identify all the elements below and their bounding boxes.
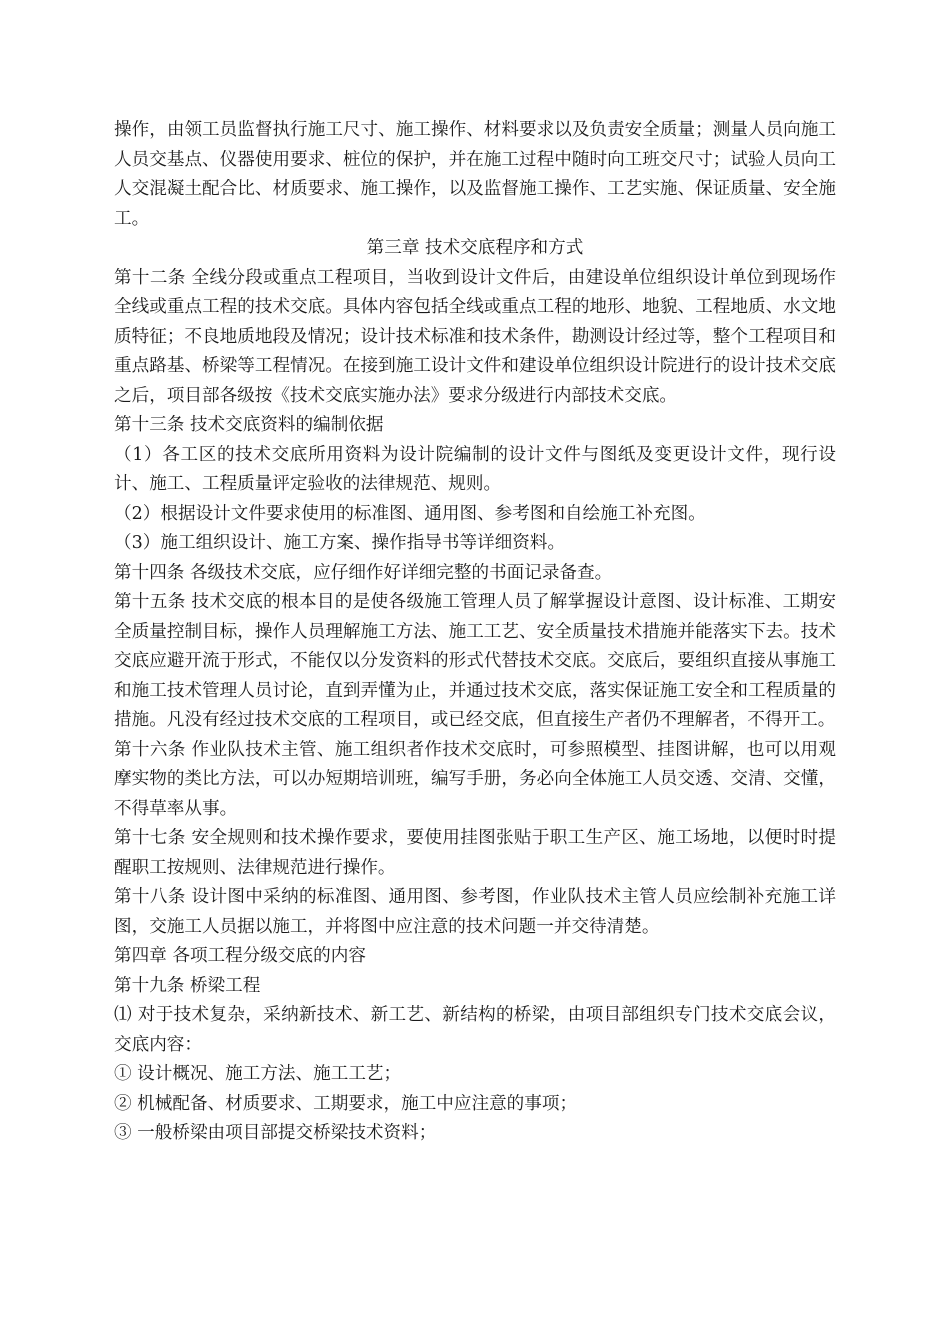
article-19-subitem-2: ② 机械配备、材质要求、工期要求，施工中应注意的事项；	[114, 1093, 578, 1114]
article-19-subitem-3: ③ 一般桥梁由项目部提交桥梁技术资料；	[114, 1123, 437, 1143]
article-13-heading: 第十三条 技术交底资料的编制依据	[114, 415, 384, 435]
article-17: 第十七条 安全规则和技术操作要求，要使用挂图张贴于职工生产区、施工场地，以便时时提醒职工按规则、法律规范进行操作。	[114, 828, 836, 878]
article-13-item-3: （3）施工组织设计、施工方案、操作指导书等详细资料。	[114, 533, 566, 553]
article-19-item-1: ⑴ 对于技术复杂，采纳新技术、新工艺、新结构的桥梁，由项目部组织专门技术交底会议，交底内容：	[114, 1005, 836, 1055]
article-18: 第十八条 设计图中采纳的标准图、通用图、参考图，作业队技术主管人员应绘制补充施工详图，交施工人员据以施工，并将图中应注意的技术问题一并交待清楚。	[114, 887, 836, 937]
article-19-subitem-1: ① 设计概况、施工方法、施工工艺；	[114, 1064, 402, 1084]
chapter-3-heading: 第三章 技术交底程序和方式	[366, 238, 584, 258]
paragraph-continued-duties: 操作，由领工员监督执行施工尺寸、施工操作、材料要求以及负责安全质量；测量人员向施工人员交基点、仪器使用要求、桩位的保护，并在施工过程中随时向工班交尺寸；试验人员向工人交混凝土配合比、材质要求、施工操作，以及监督施工操作、工艺实施、保证质量、安全施工。	[114, 120, 836, 229]
article-13-item-1: （1）各工区的技术交底所用资料为设计院编制的设计文件与图纸及变更设计文件，现行设计、施工、工程质量评定验收的法律规范、规则。	[114, 444, 836, 494]
article-12: 第十二条 全线分段或重点工程项目，当收到设计文件后，由建设单位组织设计单位到现场作全线或重点工程的技术交底。具体内容包括全线或重点工程的地形、地貌、工程地质、水文地质特征；不良地质地段及情况；设计技术标准和技术条件，勘测设计经过等，整个工程项目和重点路基、桥梁等工程情况。在接到施工设计文件和建设单位组织设计院进行的设计技术交底之后，项目部各级按《技术交底实施办法》要求分级进行内部技术交底。	[114, 267, 836, 406]
chapter-4-heading: 第四章 各项工程分级交底的内容	[114, 946, 366, 966]
article-16: 第十六条 作业队技术主管、施工组织者作技术交底时，可参照模型、挂图讲解，也可以用观摩实物的类比方法，可以办短期培训班，编写手册，务必向全体施工人员交透、交清、交懂，不得草率从事。	[114, 739, 836, 819]
article-19-heading: 第十九条 桥梁工程	[114, 975, 261, 996]
article-15: 第十五条 技术交底的根本目的是使各级施工管理人员了解掌握设计意图、设计标准、工期安全质量控制目标，操作人员理解施工方法、施工工艺、安全质量技术措施并能落实下去。技术交底应避开流于形式，不能仅以分发资料的形式代替技术交底。交底后，要组织直接从事施工和施工技术管理人员讨论，直到弄懂为止，并通过技术交底，落实保证施工安全和工程质量的措施。凡没有经过技术交底的工程项目，或已经交底，但直接生产者仍不理解者，不得开工。	[114, 592, 836, 730]
article-14: 第十四条 各级技术交底，应仔细作好详细完整的书面记录备查。	[114, 562, 613, 583]
document-page	[114, 116, 836, 1149]
article-13-item-2: （2）根据设计文件要求使用的标准图、通用图、参考图和自绘施工补充图。	[114, 503, 706, 524]
